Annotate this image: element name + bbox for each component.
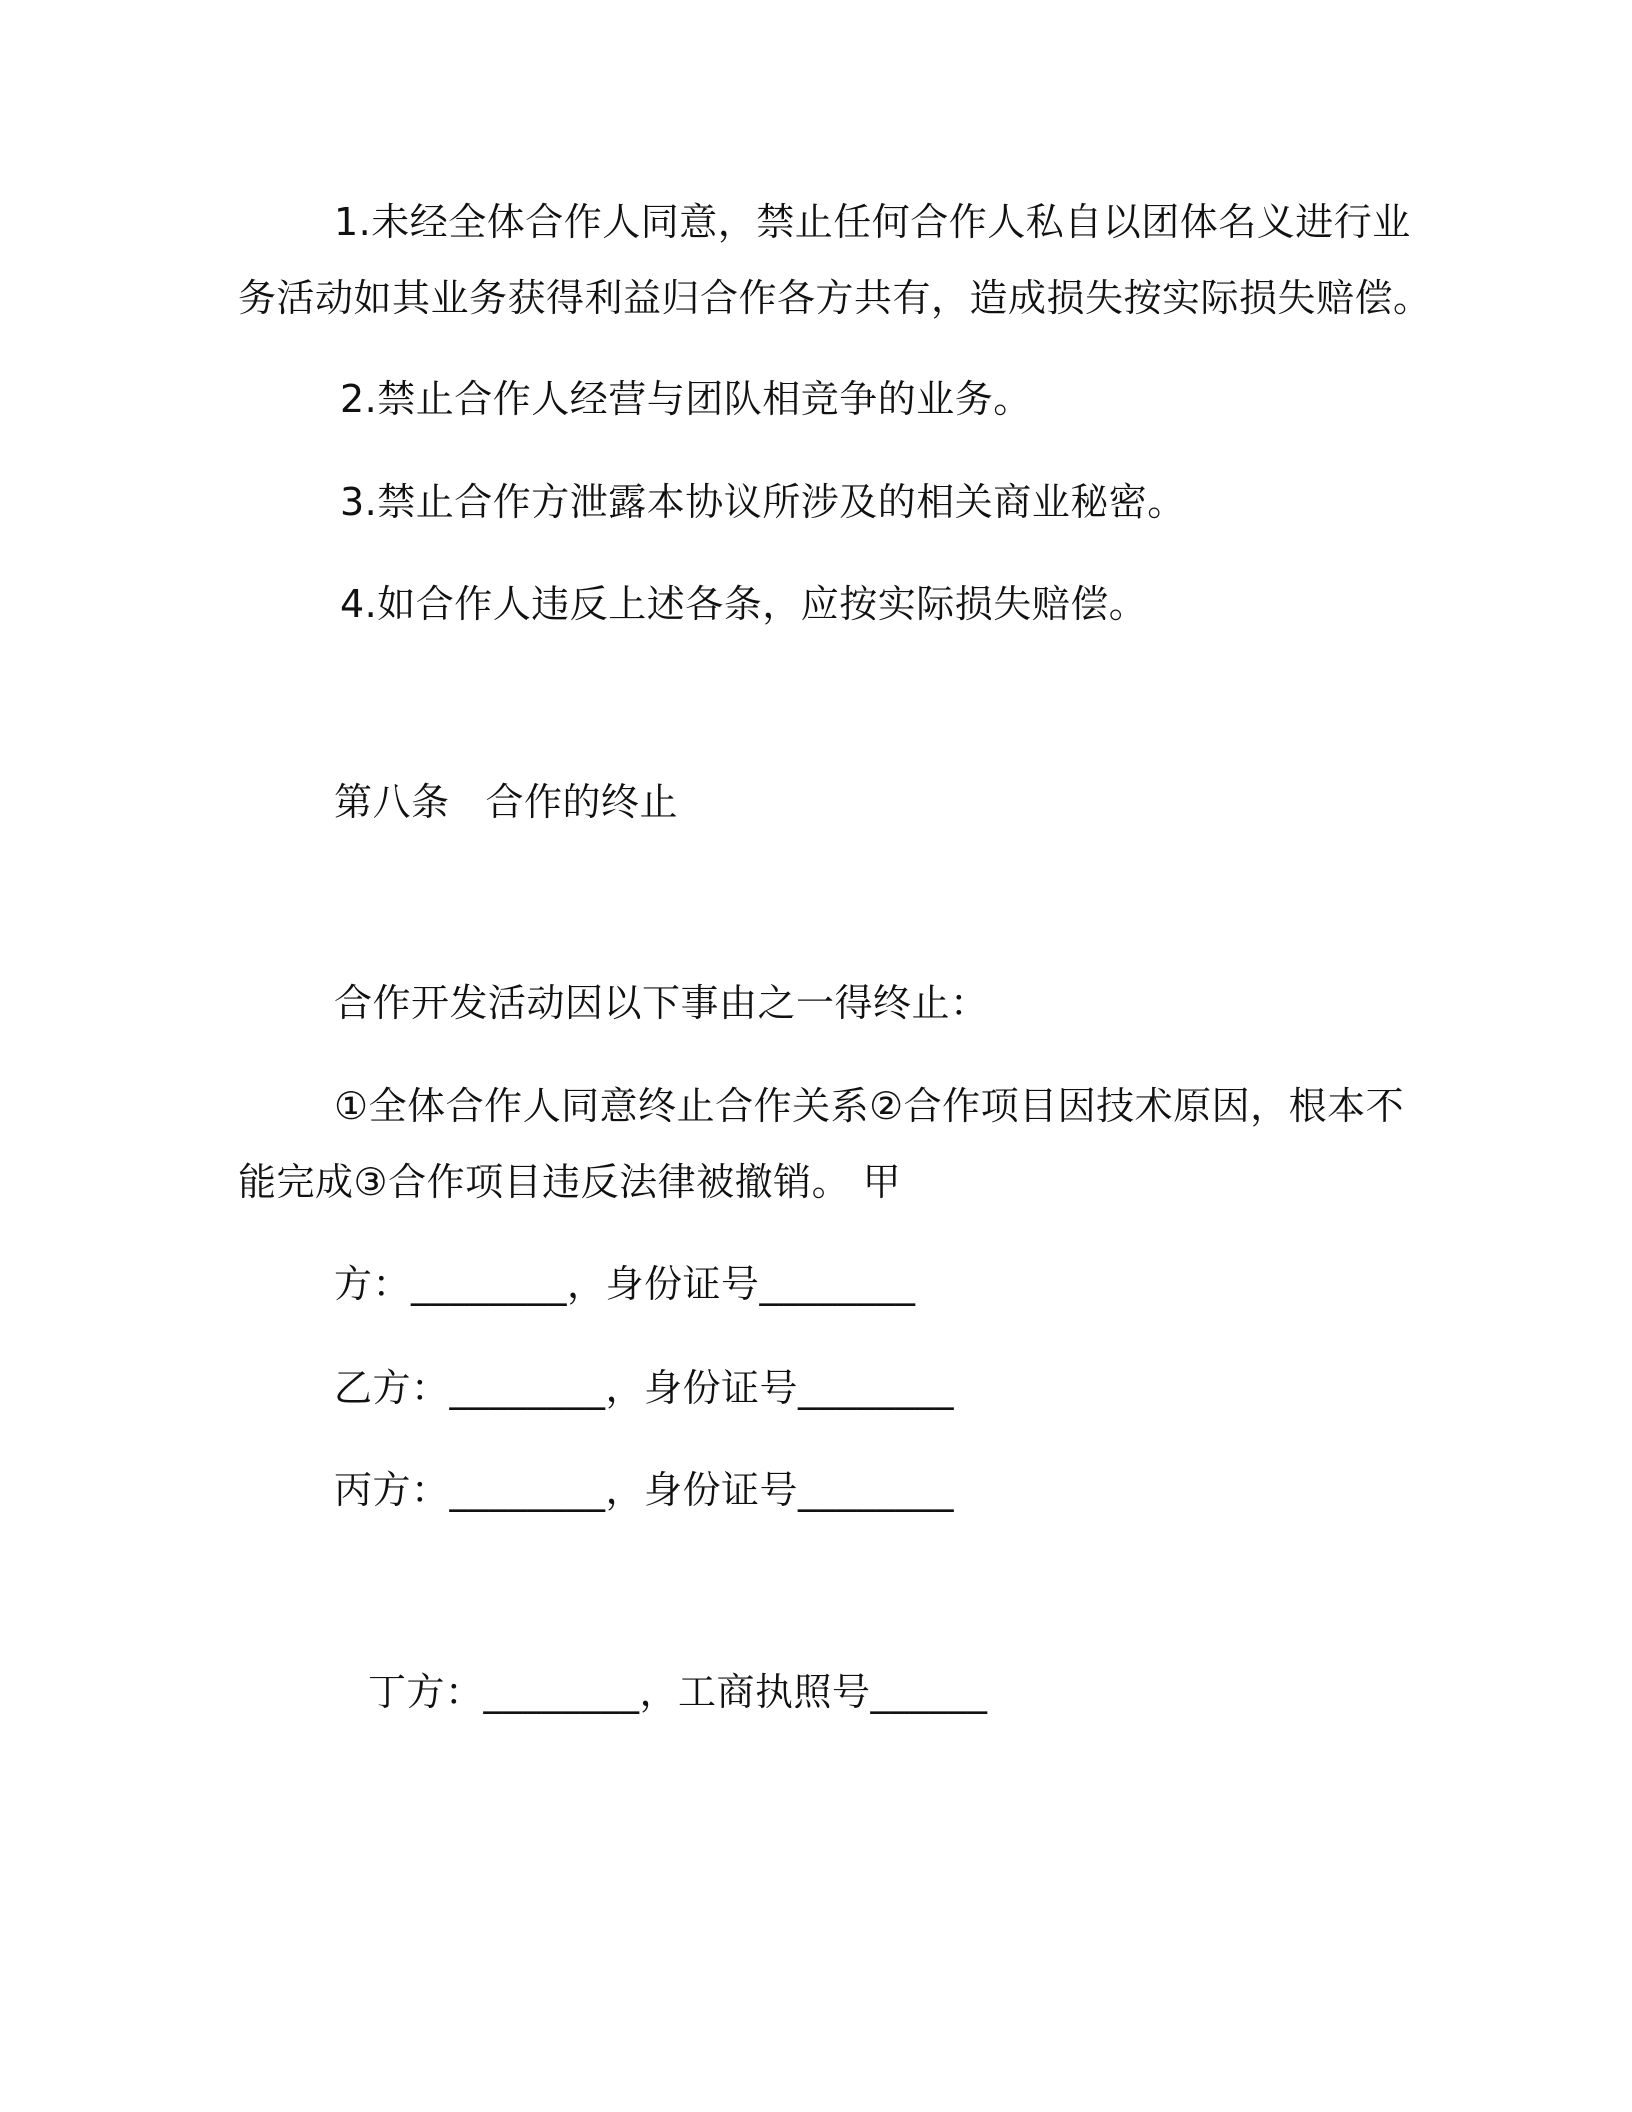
- signature-party-b: 乙方：________，身份证号________: [334, 1366, 955, 1410]
- signature-party-c: 丙方：________，身份证号________: [334, 1468, 955, 1512]
- clause-1-line-2: 务活动如其业务获得利益归合作各方共有，造成损失按实际损失赔偿。: [238, 276, 1432, 320]
- signature-party-d: 丁方：________，工商执照号______: [368, 1670, 988, 1714]
- clause-2: 2.禁止合作人经营与团队相竞争的业务。: [340, 377, 1032, 421]
- clause-3: 3.禁止合作方泄露本协议所涉及的相关商业秘密。: [340, 480, 1186, 524]
- termination-reasons-line-2: 能完成③合作项目违反法律被撤销。 甲: [238, 1160, 902, 1204]
- signature-party-a: 方：________，身份证号________: [334, 1262, 916, 1306]
- article-number: 第八条: [334, 780, 450, 824]
- termination-intro: 合作开发活动因以下事由之一得终止：: [334, 981, 989, 1025]
- article-title: 合作的终止: [485, 780, 679, 824]
- termination-reasons-line-1: ①全体合作人同意终止合作关系②合作项目因技术原因，根本不: [334, 1084, 1405, 1128]
- article-eight-heading: [334, 776, 678, 828]
- clause-1-line-1: 1.未经全体合作人同意，禁止任何合作人私自以团体名义进行业: [334, 200, 1411, 244]
- clause-4: 4.如合作人违反上述各条，应按实际损失赔偿。: [340, 582, 1148, 626]
